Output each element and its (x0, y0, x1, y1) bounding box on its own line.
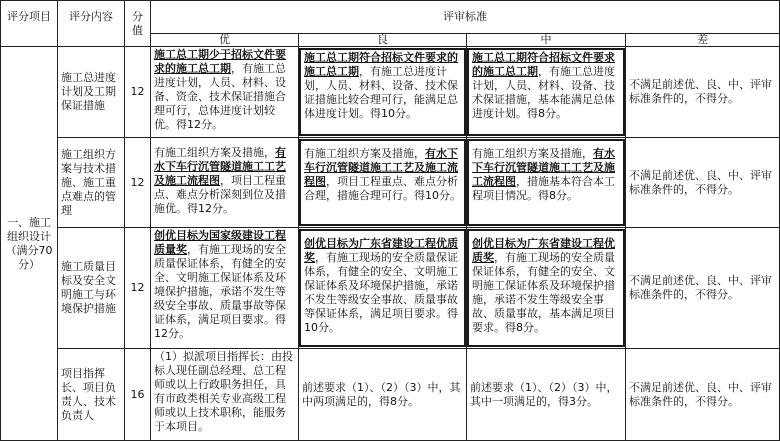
criteria-fair: 前述要求（1）、（2）（3）中，其中一项满足的，得3分。 (470, 380, 618, 408)
grade-excellent: 优 (219, 34, 230, 46)
criteria-poor: 不满足前述优、良、中、评审标准条件的，不得分。 (629, 78, 772, 105)
header-criteria: 评审标准 (443, 10, 487, 23)
row-content: 项目指挥长、项目负责人、技术负责人 (61, 366, 116, 422)
row-score: 12 (130, 175, 145, 189)
row-content: 施工总进度计划及工期保证措施 (61, 71, 116, 112)
header-item: 评分项目 (7, 10, 51, 23)
criteria-fair: 创优目标为广东省建设工程优质奖，有施工现场的安全质量保证体系，有健全的安全、文明施工保证体系及环境保护措施，承诺不发生等级安全事故、质量事故，基本满足项目要求。得8分。 (467, 229, 625, 347)
criteria-poor: 不满足前述优、良、中、评审标准条件的，不得分。 (629, 274, 772, 301)
row-content: 施工组织方案与技术措施、施工重点难点的管理 (61, 147, 116, 217)
criteria-excellent: （1）拟派项目指挥长：由投标人现任副总经理、总工程师或以上行政职务担任，具有市政类相关专业高级工程师或以上技术职称，能服务于本项目。 (154, 350, 293, 433)
header-score: 分值 (132, 9, 143, 37)
grade-fair: 中 (540, 34, 552, 46)
criteria-excellent: 有施工组织方案及措施，有水下车行沉管隧道施工工艺及施工流程图，项目工程重点、难点分析深刻到位及措施优。得12分。 (154, 146, 286, 215)
grade-poor: 差 (697, 34, 708, 46)
row-content: 施工质量目标及安全文明施工与环境保护措施 (61, 260, 116, 315)
row-score: 12 (130, 85, 145, 98)
criteria-good: 有施工组织方案及措施，有水下车行沉管隧道施工工艺及施工流程图，项目工程重点、难点分析合理，措施合理可行。得10分。 (299, 139, 466, 226)
criteria-fair: 有施工组织方案及措施，有水下车行沉管隧道施工工艺及施工流程图，措施基本符合本工程项目情况。得8分。 (467, 139, 625, 226)
criteria-good: 前述要求（1）、（2）（3）中，其中两项满足的，得8分。 (302, 380, 461, 408)
row-score: 16 (130, 387, 145, 401)
criteria-excellent: 施工总工期少于招标文件要求的施工总工期，有施工总进度计划，人员、材料、设备、资金、技术保证措施合理可行，总体进度计划较优。得12分。 (154, 48, 286, 131)
row-score: 12 (130, 281, 145, 294)
grade-good: 良 (377, 34, 388, 46)
criteria-good: 创优目标为广东省建设工程优质奖，有施工现场的安全质量保证体系，有健全的安全、文明施工保证体系及环境保护措施，承诺不发生等级安全事故、质量事故等保证体系，满足项目要求。得10分。 (299, 229, 466, 347)
criteria-excellent: 创优目标为国家级建设工程质量奖，有施工现场的安全质量保证体系，有健全的安全、文明施工保证体系及环境保护措施，承诺不发生等级安全事故、质量事故等保证体系，满足项目要求。得12分。 (154, 229, 286, 340)
criteria-poor: 不满足前述优、良、中、评审标准条件的，不得分。 (629, 380, 772, 408)
header-content: 评分内容 (69, 10, 113, 23)
category-cell: 一、施工组织设计（满分70分） (5, 215, 53, 271)
criteria-fair: 施工总工期符合招标文件要求的施工总工期，有施工总进度计划，人员、材料、设备、技术保证措施，基本能满足总体进度计划。得8分。 (467, 48, 625, 136)
criteria-good: 施工总工期符合招标文件要求的施工总工期，有施工总进度计划，人员、材料、设备、技术保证措施比较合理可行，能满足总体进度计划。得10分。 (299, 48, 466, 136)
criteria-poor: 不满足前述优、良、中、评审标准条件的，不得分。 (629, 168, 772, 196)
